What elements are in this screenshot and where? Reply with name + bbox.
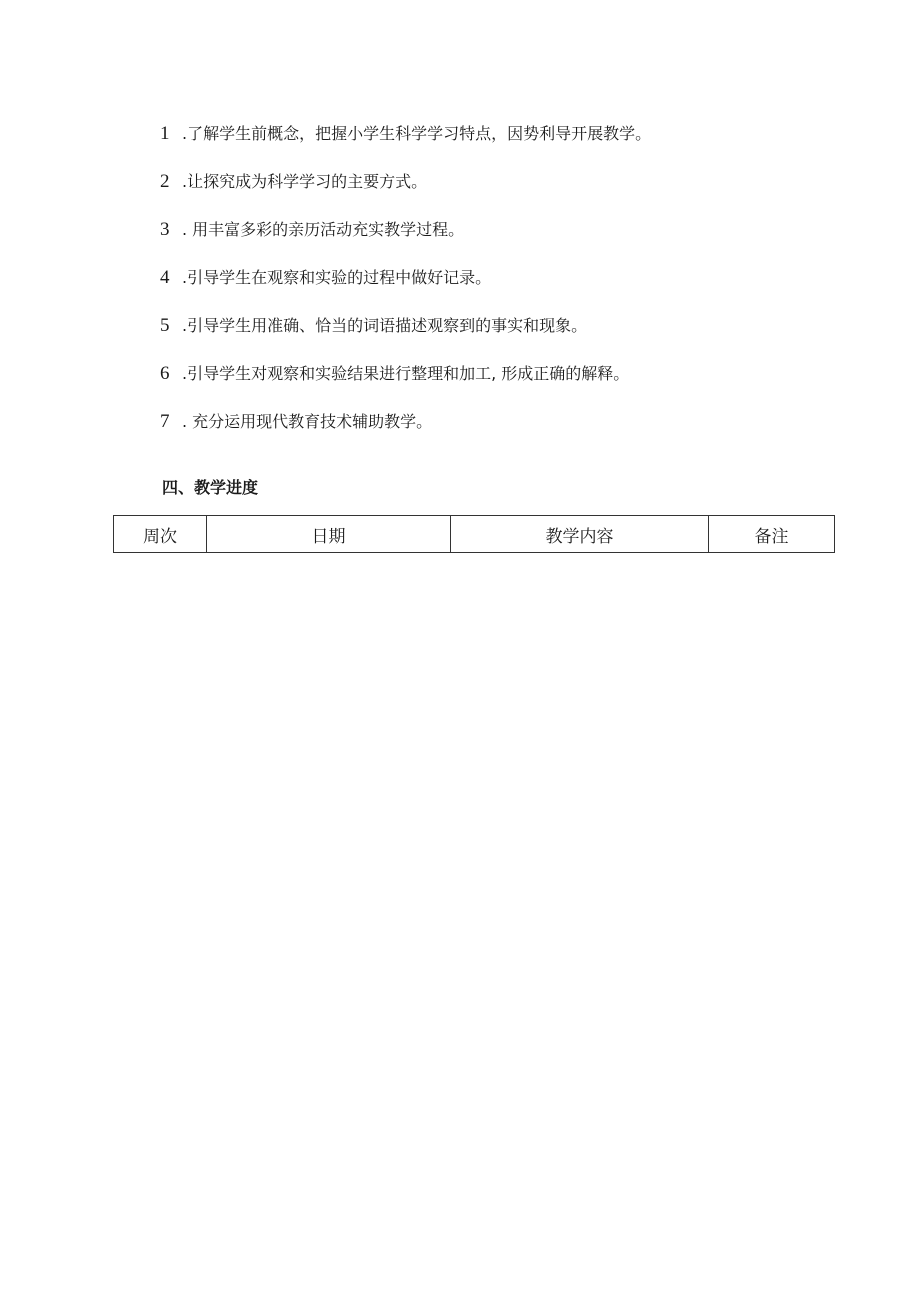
list-item-number: 7 — [160, 411, 170, 432]
list-item-number: 3 — [160, 219, 170, 240]
section-heading-teaching-schedule: 四、教学进度 — [162, 478, 259, 497]
list-item — [160, 408, 860, 456]
list-item-number: 5 — [160, 315, 170, 336]
list-item-text: .引导学生对观察和实验结果进行整理和加工, 形成正确的解释。 — [182, 364, 630, 383]
column-header-content: 教学内容 — [451, 516, 709, 553]
list-item-text: . 用丰富多彩的亲历活动充实教学过程。 — [182, 220, 465, 239]
list-item — [160, 216, 860, 264]
list-item — [160, 120, 860, 168]
list-item — [160, 168, 860, 216]
list-item — [160, 264, 860, 312]
teaching-schedule-table — [113, 515, 835, 553]
list-item — [160, 360, 860, 408]
list-item-text: .引导学生在观察和实验的过程中做好记录。 — [182, 268, 492, 287]
table-header-row — [114, 516, 835, 553]
list-item-number: 1 — [160, 123, 170, 144]
list-item-number: 6 — [160, 363, 170, 384]
list-item-number: 2 — [160, 171, 170, 192]
list-item-text: .让探究成为科学学习的主要方式。 — [182, 172, 428, 191]
teaching-principles-list — [160, 120, 860, 456]
column-header-week: 周次 — [114, 516, 207, 553]
list-item-text: . 充分运用现代教育技术辅助教学。 — [182, 412, 433, 431]
list-item-number: 4 — [160, 267, 170, 288]
list-item-text: .了解学生前概念，把握小学生科学学习特点，因势利导开展教学。 — [182, 124, 652, 143]
column-header-date: 日期 — [207, 516, 451, 553]
list-item — [160, 312, 860, 360]
column-header-notes: 备注 — [709, 516, 835, 553]
list-item-text: .引导学生用准确、恰当的词语描述观察到的事实和现象。 — [182, 316, 588, 335]
